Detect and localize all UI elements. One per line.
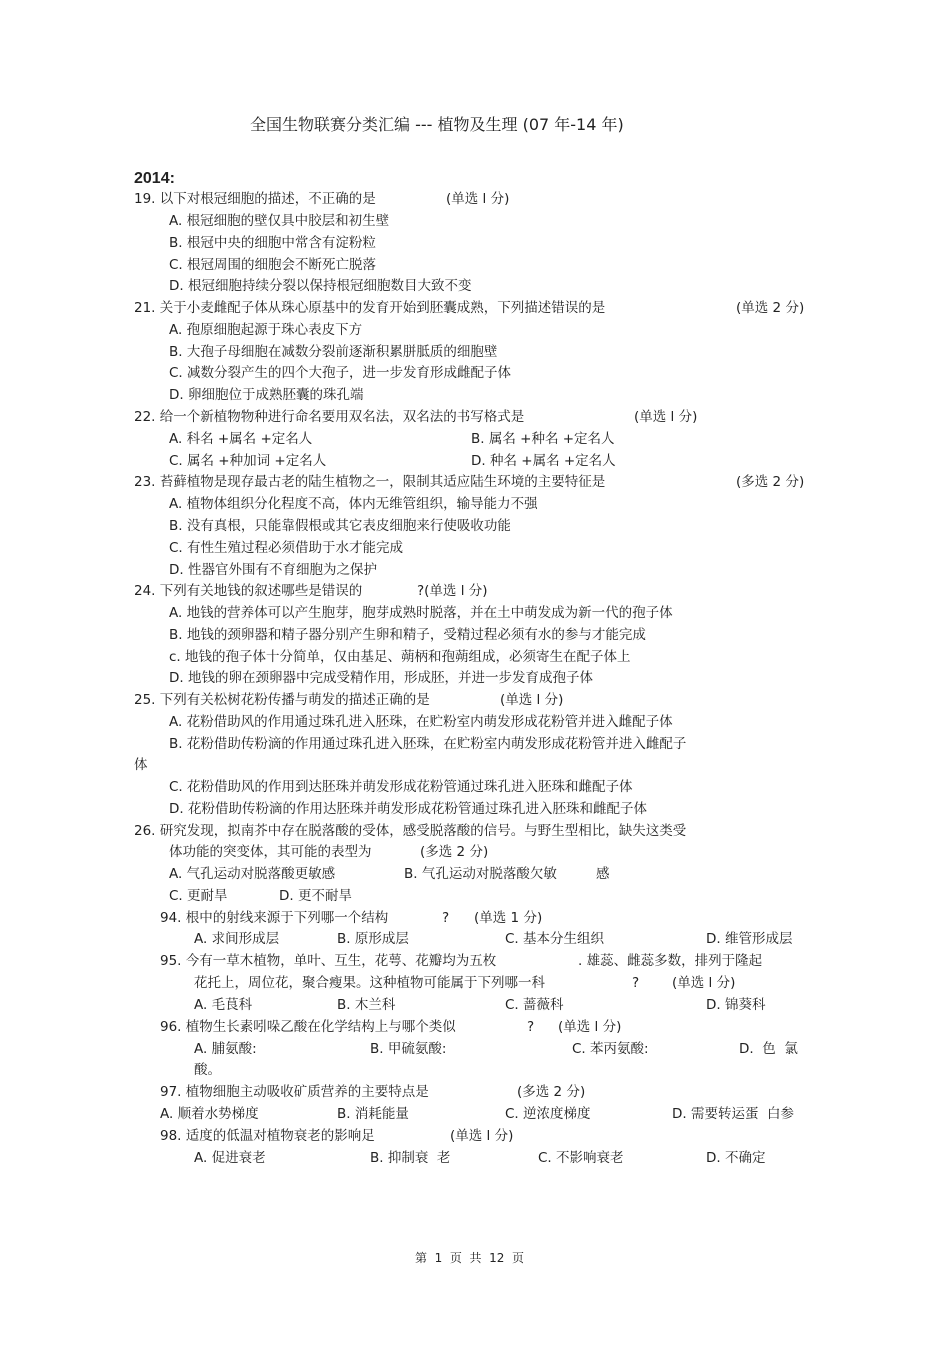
option-b: B. 没有真根，只能靠假根或其它表皮细胞来行使吸收功能: [169, 518, 511, 534]
question-tag: (单选 2 分): [736, 300, 805, 316]
option-a: A. 地钱的营养体可以产生胞芽，胞芽成熟时脱落，并在土中萌发成为新一代的孢子体: [169, 605, 673, 621]
option-d: D. 花粉借助传粉滴的作用达胚珠并萌发形成花粉管通过珠孔进入胚珠和雌配子体: [169, 801, 647, 817]
question-mark: ?: [632, 975, 640, 991]
option-c: C. 有性生殖过程必须借助于水才能完成: [169, 540, 404, 556]
option-d: D. 种名 +属名 +定名人: [471, 453, 616, 469]
option-b: B. 花粉借助传粉滴的作用通过珠孔进入胚珠，在贮粉室内萌发形成花粉管并进入雌配子: [169, 736, 687, 752]
option-b-continued: 体: [134, 757, 148, 773]
option-b: B. 地钱的颈卵器和精子器分别产生卵和精子，受精过程必须有水的参与才能完成: [169, 627, 646, 643]
option-d: D. 维管形成层: [706, 931, 793, 947]
option-d: D. 锦葵科: [706, 997, 766, 1013]
question-stem: 95. 今有一草木植物，单叶、互生，花萼、花瓣均为五枚: [160, 953, 497, 969]
document-title: 全国生物联赛分类汇编 --- 植物及生理 (07 年-14 年): [250, 115, 624, 134]
question-stem-b: . 雄蕊、雌蕊多数，排列于隆起: [578, 953, 763, 969]
option-a: A. 气孔运动对脱落酸更敏感: [169, 866, 336, 882]
option-c: C. 属名 +种加词 +定名人: [169, 453, 327, 469]
question-tag: (单选 l 分): [446, 191, 510, 207]
option-a: A. 孢原细胞起源于珠心表皮下方: [169, 322, 363, 338]
option-b: B. 甲硫氨酸:: [370, 1041, 447, 1057]
option-b-tail: 感: [596, 866, 610, 882]
option-a: A. 毛茛科: [194, 997, 253, 1013]
option-d: D. 更不耐旱: [279, 888, 352, 904]
question-stem: 98. 适度的低温对植物衰老的影响足: [160, 1128, 375, 1144]
option-b: B. 原形成层: [337, 931, 409, 947]
option-d: D. 需要转运蛋 白参: [672, 1106, 795, 1122]
question-stem: 96. 植物生长素吲哚乙酸在化学结构上与哪个类似: [160, 1019, 456, 1035]
year-heading: 2014:: [134, 170, 175, 187]
question-tag: (多选 2 分): [517, 1084, 586, 1100]
option-d: D. 根冠细胞持续分裂以保持根冠细胞数目大致不变: [169, 278, 472, 294]
option-c: C. 苯丙氨酸:: [572, 1041, 649, 1057]
question-tag: (单选 l 分): [634, 409, 698, 425]
option-c: C. 根冠周围的细胞会不断死亡脱落: [169, 257, 377, 273]
question-tag: (多选 2 分): [420, 844, 489, 860]
question-stem: 19. 以下对根冠细胞的描述，不正确的是: [134, 191, 376, 207]
option-c: C. 不影响衰老: [538, 1150, 624, 1166]
question-tag: (多选 2 分): [736, 474, 805, 490]
question-stem: 22. 给一个新植物物种进行命名要用双名法，双名法的书写格式是: [134, 409, 525, 425]
option-b: B. 大孢子母细胞在减数分裂前逐渐积累胼胝质的细胞壁: [169, 344, 498, 360]
option-c: C. 减数分裂产生的四个大孢子，进一步发育形成雌配子体: [169, 365, 512, 381]
option-c: C. 基本分生组织: [505, 931, 605, 947]
option-d: D. 色 氯: [739, 1041, 798, 1057]
page-footer: 第 1 页 共 12 页: [415, 1251, 525, 1265]
question-stem: 94. 根中的射线来源于下列哪一个结构: [160, 910, 389, 926]
option-d: D. 不确定: [706, 1150, 766, 1166]
question-tag: (单选 l 分): [672, 975, 736, 991]
option-d-continued: 酸。: [194, 1062, 221, 1078]
question-tag: (单选 l 分): [500, 692, 564, 708]
question-stem: 24. 下列有关地钱的叙述哪些是错误的: [134, 583, 363, 599]
option-d: D. 地钱的卵在颈卵器中完成受精作用，形成胚，并进一步发育成孢子体: [169, 670, 593, 686]
question-stem: 25. 下列有关松树花粉传播与萌发的描述正确的是: [134, 692, 430, 708]
option-c: C. 蔷薇科: [505, 997, 564, 1013]
option-a: A. 顺着水势梯度: [160, 1106, 259, 1122]
option-c: C. 更耐旱: [169, 888, 228, 904]
question-stem: 26. 研究发现，拟南芥中存在脱落酸的受体，感受脱落酸的信号。与野生型相比，缺失这类受: [134, 823, 687, 839]
question-tag: (单选 1 分): [474, 910, 543, 926]
option-b: B. 属名 +种名 +定名人: [471, 431, 615, 447]
option-a: A. 根冠细胞的壁仅具中胶层和初生壁: [169, 213, 390, 229]
option-c: C. 逆浓度梯度: [505, 1106, 591, 1122]
option-a: A. 植物体组织分化程度不高，体内无维管组织，输导能力不强: [169, 496, 538, 512]
question-mark: ?: [527, 1019, 535, 1035]
option-d: D. 卵细胞位于成熟胚囊的珠孔端: [169, 387, 364, 403]
option-b: B. 根冠中央的细胞中常含有淀粉粒: [169, 235, 376, 251]
question-tag: ?(单选 l 分): [417, 583, 488, 599]
option-b: B. 气孔运动对脱落酸欠敏: [404, 866, 557, 882]
question-tag: (单选 l 分): [558, 1019, 622, 1035]
question-stem-continued: 花托上，周位花，聚合瘦果。这种植物可能属于下列哪一科: [194, 975, 545, 991]
option-b: B. 消耗能量: [337, 1106, 409, 1122]
option-b: B. 抑制衰 老: [370, 1150, 451, 1166]
question-stem: 21. 关于小麦雌配子体从珠心原基中的发育开始到胚囊成熟，下列描述错误的是: [134, 300, 606, 316]
option-a: A. 科名 +属名 +定名人: [169, 431, 313, 447]
question-mark: ?: [442, 910, 450, 926]
option-c: c. 地钱的孢子体十分简单，仅由基足、蒴柄和孢蒴组成，必须寄生在配子体上: [169, 649, 631, 665]
option-d: D. 性器官外围有不育细胞为之保护: [169, 562, 377, 578]
question-stem: 23. 苔藓植物是现存最古老的陆生植物之一，限制其适应陆生环境的主要特征是: [134, 474, 606, 490]
option-a: A. 花粉借助风的作用通过珠孔进入胚珠，在贮粉室内萌发形成花粉管并进入雌配子体: [169, 714, 673, 730]
option-b: B. 木兰科: [337, 997, 396, 1013]
question-tag: (单选 l 分): [450, 1128, 514, 1144]
question-stem: 97. 植物细胞主动吸收矿质营养的主要特点是: [160, 1084, 429, 1100]
option-a: A. 脯氨酸:: [194, 1041, 257, 1057]
question-stem-continued: 体功能的突变体，其可能的表型为: [169, 844, 372, 860]
option-c: C. 花粉借助风的作用到达胚珠并萌发形成花粉管通过珠孔进入胚珠和雌配子体: [169, 779, 633, 795]
option-a: A. 求间形成层: [194, 931, 280, 947]
option-a: A. 促进衰老: [194, 1150, 266, 1166]
